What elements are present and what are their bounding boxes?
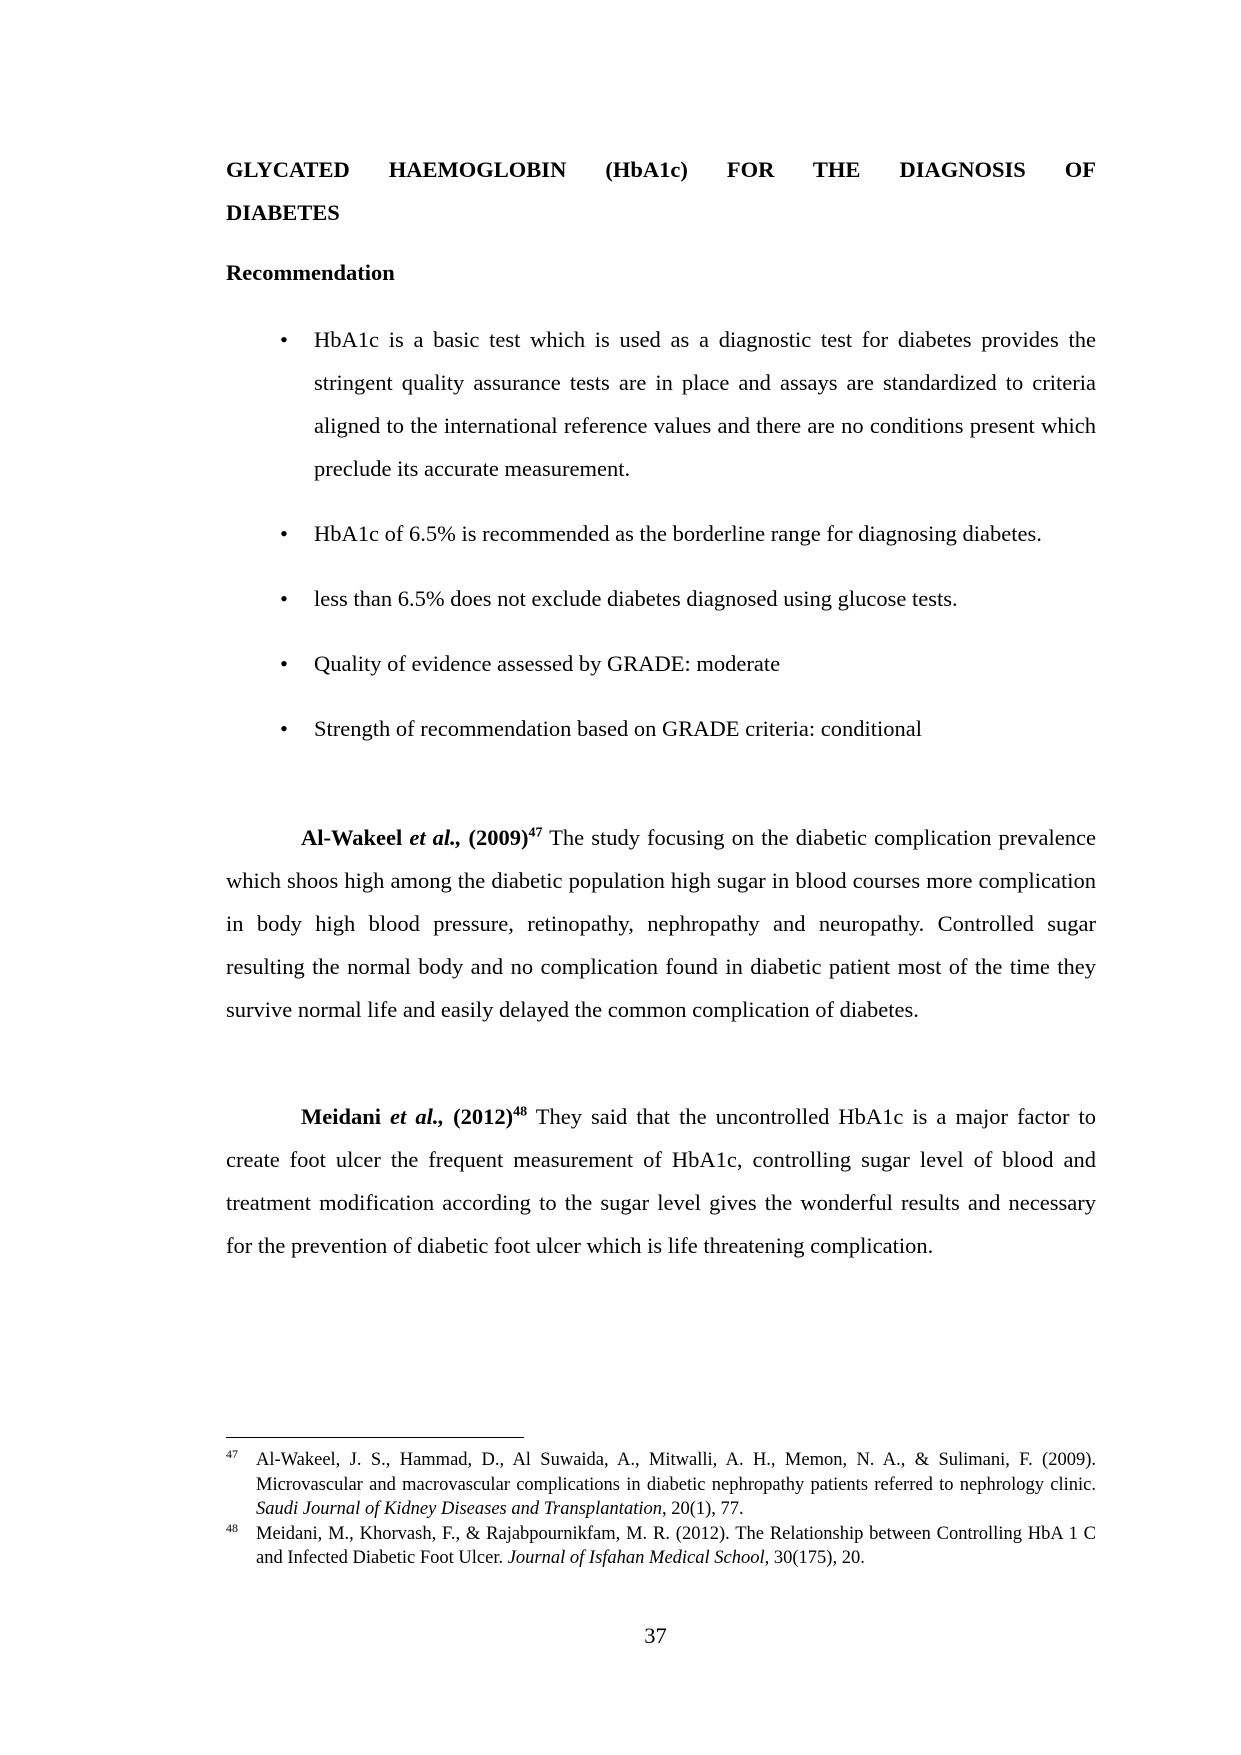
list-item <box>226 642 1096 685</box>
list-item <box>226 318 1096 490</box>
list-item <box>226 512 1096 555</box>
recommendation-heading: Recommendation <box>226 260 395 285</box>
citation-author: Meidani <box>301 1104 391 1129</box>
bullet-icon: • <box>280 716 288 741</box>
paragraph-text: The study focusing on the diabetic complication prevalence which shoos high among the diabetic population high sugar in blood courses more complication in body high blood pressure, retinopathy, nephropathy and neuropathy. Controlled sugar resulting the normal body and no complication found in diabetic patient most of the time they survive normal life and easily delayed the common complication of diabetes. <box>226 825 1096 1022</box>
list-item-text: HbA1c is a basic test which is used as a diagnostic test for diabetes provides the stringent quality assurance tests are in place and assays are standardized to criteria aligned to the international reference values and there are no conditions present which preclude its accurate measurement. <box>314 327 1096 481</box>
footnote-number: 48 <box>226 1520 238 1535</box>
section-title-line-1: GLYCATED HAEMOGLOBIN (HbA1c) FOR THE DIAGNOSIS OF <box>226 157 1096 182</box>
citation-year: (2012) <box>444 1104 514 1129</box>
body-paragraph-meidani <box>226 1095 1096 1267</box>
body-paragraph-al-wakeel <box>226 816 1096 1031</box>
footnotes <box>226 1448 1096 1571</box>
footnote-ref-link[interactable]: 47 <box>528 825 543 841</box>
footnote-volume: , 20(1), 77. <box>661 1499 744 1519</box>
paragraph-text: They said that the uncontrolled HbA1c is a major factor to create foot ulcer the frequent measurement of HbA1c, controlling sugar level of blood and treatment modification according to the sugar level gives the wonderful results and necessary for the prevention of diabetic foot ulcer which is life threatening complication. <box>226 1104 1096 1258</box>
footnote-journal: Journal of Isfahan Medical School <box>507 1548 765 1568</box>
footnote-48 <box>226 1522 1096 1571</box>
citation-etal: et al., <box>409 825 462 850</box>
list-item-text: Strength of recommendation based on GRADE criteria: conditional <box>314 716 922 741</box>
list-item-text: HbA1c of 6.5% is recommended as the borderline range for diagnosing diabetes. <box>314 521 1042 546</box>
page-number: 37 <box>644 1623 667 1648</box>
footnote-journal: Saudi Journal of Kidney Diseases and Transplantation <box>256 1499 662 1519</box>
footnote-ref-link[interactable]: 48 <box>513 1104 528 1120</box>
footnote-text: Meidani, M., Khorvash, F., & Rajabpournikfam, M. R. (2012). The Relationship between Controlling HbA 1 C and Infected Diabetic Foot Ulcer. <box>256 1523 1096 1568</box>
footnote-47 <box>226 1448 1096 1522</box>
bullet-icon: • <box>280 521 288 546</box>
section-title <box>226 148 1096 234</box>
recommendation-list <box>226 318 1096 772</box>
footnote-volume: , 30(175), 20. <box>764 1548 865 1568</box>
citation-year: (2009) <box>461 825 529 850</box>
citation-etal: et al., <box>390 1104 445 1129</box>
list-item-text: Quality of evidence assessed by GRADE: moderate <box>314 651 781 676</box>
footnote-text: Al-Wakeel, J. S., Hammad, D., Al Suwaida, A., Mitwalli, A. H., Memon, N. A., & Sulimani, F. (2009). Microvascular and macrovascular complications in diabetic nephropathy patients referred to nephrology clinic. <box>256 1450 1096 1495</box>
list-item-text: less than 6.5% does not exclude diabetes diagnosed using glucose tests. <box>314 586 958 611</box>
bullet-icon: • <box>280 327 288 352</box>
section-title-line-2: DIABETES <box>226 200 340 225</box>
bullet-icon: • <box>280 651 288 676</box>
footnote-number: 47 <box>226 1447 238 1461</box>
citation-author: Al-Wakeel <box>301 825 410 850</box>
list-item <box>226 577 1096 620</box>
list-item <box>226 707 1096 750</box>
bullet-icon: • <box>280 586 288 611</box>
citation <box>301 1104 527 1129</box>
footnote-divider <box>226 1437 524 1438</box>
citation <box>301 825 542 850</box>
